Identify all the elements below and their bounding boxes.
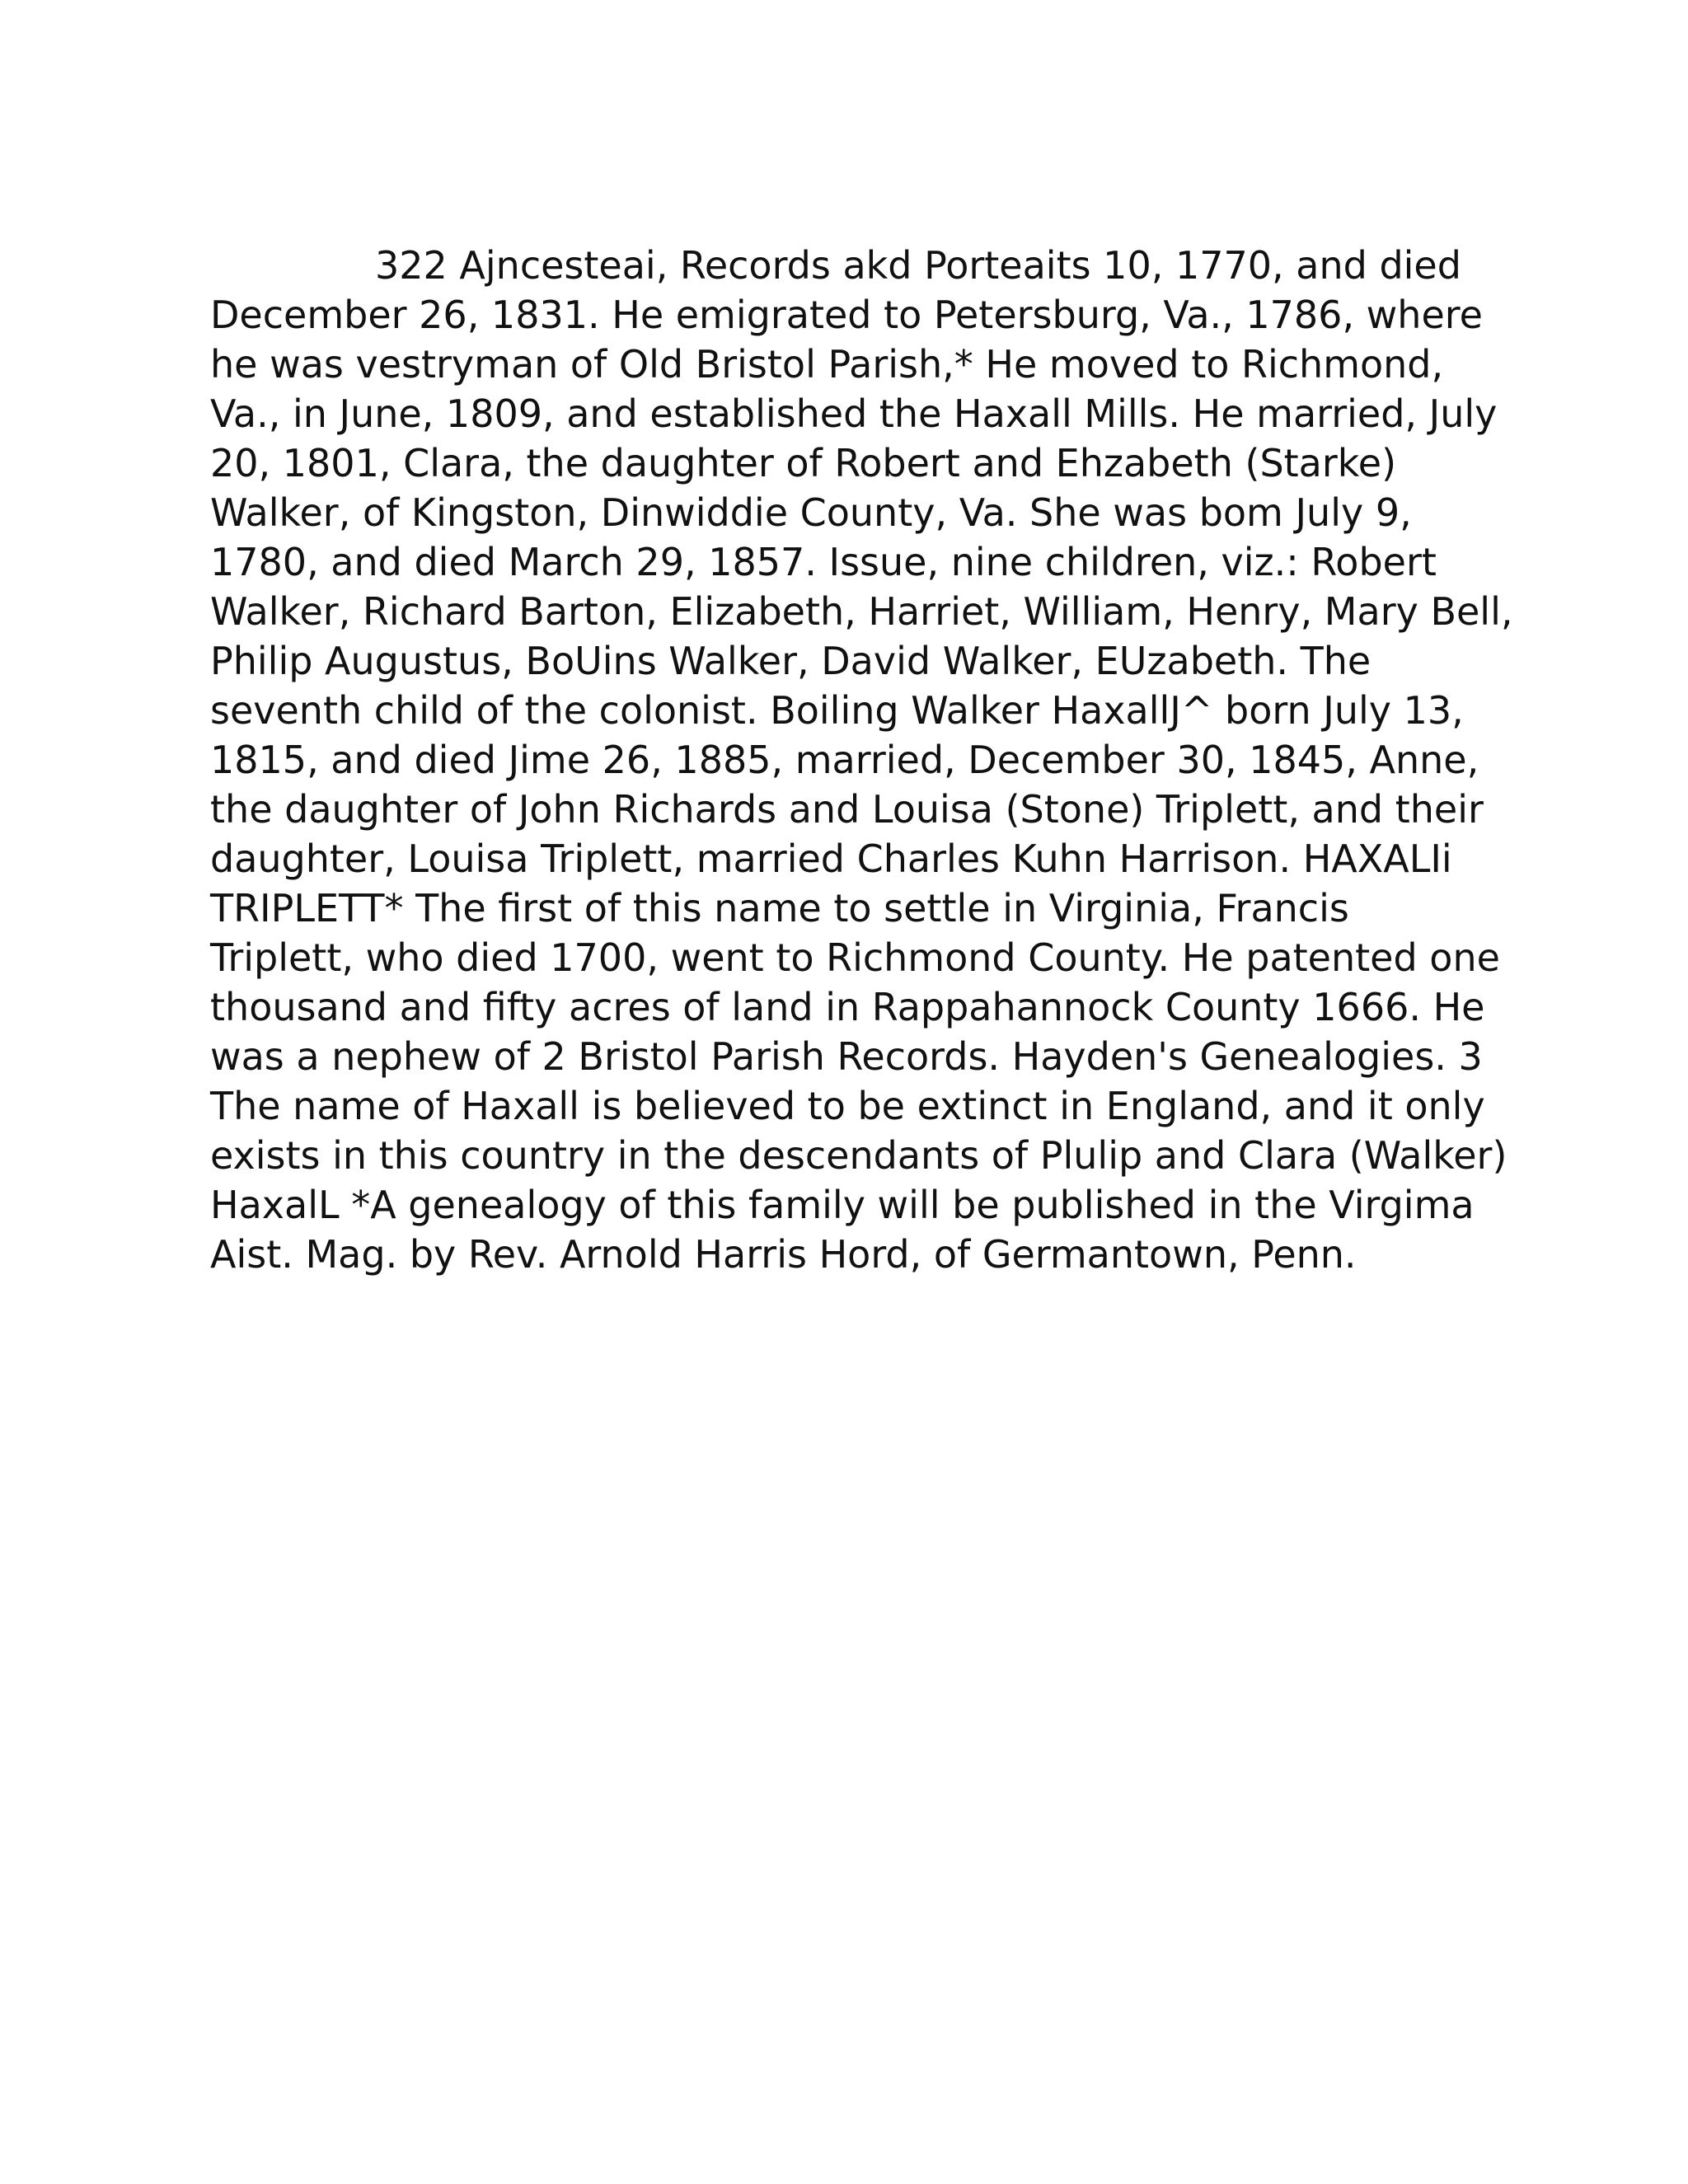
text-line-5: 20, 1801, Clara, the daughter of Robert and Ehzabeth (Starke) xyxy=(210,441,1397,485)
text-line-20: HaxalL *A genealogy of this family will be published in the Virgima xyxy=(210,1183,1475,1227)
text-line-10: seventh child of the colonist. Boiling Walker HaxallJ^ born July 13, xyxy=(210,688,1464,733)
text-line-2: December 26, 1831. He emigrated to Petersburg, Va., 1786, where xyxy=(210,293,1483,337)
text-line-12: the daughter of John Richards and Louisa (Stone) Triplett, and their xyxy=(210,787,1484,832)
text-line-21: Aist. Mag. by Rev. Arnold Harris Hord, of Germantown, Penn. xyxy=(210,1232,1357,1277)
text-line-17: was a nephew of 2 Bristol Parish Records. Hayden's Genealogies. 3 xyxy=(210,1034,1483,1079)
text-line-7: 1780, and died March 29, 1857. Issue, nine children, viz.: Robert xyxy=(210,540,1437,584)
text-line-15: Triplett, who died 1700, went to Richmond County. He patented one xyxy=(210,935,1500,980)
text-line-4: Va., in June, 1809, and established the Haxall Mills. He married, July xyxy=(210,391,1498,436)
text-line-6: Walker, of Kingston, Dinwiddie County, Va. She was bom July 9, xyxy=(210,490,1412,535)
text-line-13: daughter, Louisa Triplett, married Charles Kuhn Harrison. HAXALIi xyxy=(210,837,1452,881)
body-text xyxy=(210,241,1513,1279)
text-line-19: exists in this country in the descendants of Plulip and Clara (Walker) xyxy=(210,1133,1507,1178)
text-line-8: Walker, Richard Barton, Elizabeth, Harriet, William, Henry, Mary Bell, xyxy=(210,589,1513,634)
text-line-11: 1815, and died Jime 26, 1885, married, December 30, 1845, Anne, xyxy=(210,738,1479,782)
text-line-14: TRIPLETT* The first of this name to settle in Virginia, Francis xyxy=(210,886,1349,930)
text-line-16: thousand and fifty acres of land in Rappahannock County 1666. He xyxy=(210,985,1485,1029)
text-line-3: he was vestryman of Old Bristol Parish,* He moved to Richmond, xyxy=(210,342,1444,387)
text-line-18: The name of Haxall is believed to be extinct in England, and it only xyxy=(210,1084,1485,1128)
text-line-1: 322 Ajncesteai, Records akd Porteaits 10, 1770, and died xyxy=(375,243,1461,288)
text-line-9: Philip Augustus, BoUins Walker, David Walker, EUzabeth. The xyxy=(210,639,1372,683)
